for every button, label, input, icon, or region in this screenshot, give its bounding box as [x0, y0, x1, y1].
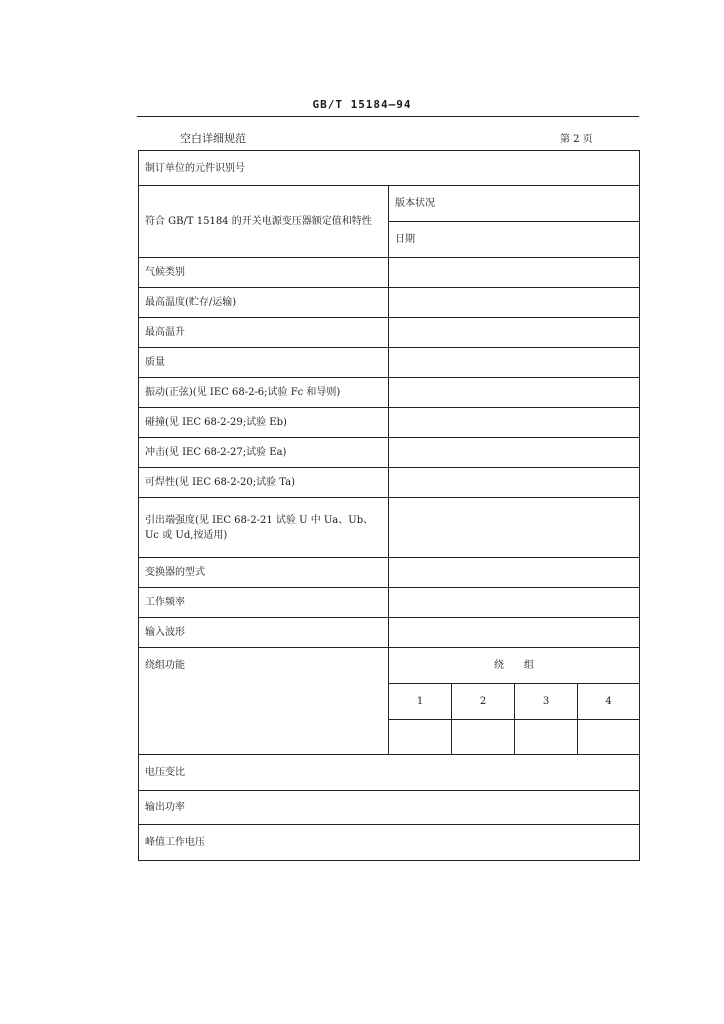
value-cell [389, 408, 640, 438]
table-row [139, 791, 640, 825]
value-cell [389, 498, 640, 558]
table-row [139, 618, 640, 648]
winding-number: 1 [389, 684, 452, 720]
input-waveform-label: 输入波形 [139, 618, 389, 648]
vibration-label: 振动(正弦)(见 IEC 68-2-6;试验 Fc 和导则) [139, 378, 389, 408]
value-cell [389, 318, 640, 348]
table-row [139, 825, 640, 861]
winding-function-label: 绕组功能 [139, 648, 389, 755]
value-cell [389, 378, 640, 408]
table-row [139, 288, 640, 318]
max-temp-rise-label: 最高温升 [139, 318, 389, 348]
table-row [139, 648, 640, 684]
mass-label: 质量 [139, 348, 389, 378]
header-rule [137, 116, 639, 117]
standard-code: GB/T 15184—94 [312, 98, 412, 111]
spec-table [138, 150, 640, 861]
value-cell [389, 438, 640, 468]
table-row [139, 498, 640, 558]
table-row [139, 588, 640, 618]
doc-title: 空白详细规范 [180, 132, 246, 145]
winding-value-cell [389, 720, 452, 755]
max-temperature-label: 最高温度(贮存/运输) [139, 288, 389, 318]
table-row [139, 258, 640, 288]
solderability-label: 可焊性(见 IEC 68-2-20;试验 Ta) [139, 468, 389, 498]
value-cell [389, 558, 640, 588]
table-row [139, 438, 640, 468]
winding-number: 4 [578, 684, 640, 720]
peak-working-voltage-cell: 峰值工作电压 [139, 825, 640, 861]
output-power-cell: 输出功率 [139, 791, 640, 825]
page-number: 第 2 页 [560, 134, 593, 145]
value-cell [389, 468, 640, 498]
bump-label: 碰撞(见 IEC 68-2-29;试验 Eb) [139, 408, 389, 438]
winding-header: 绕 组 [389, 648, 640, 684]
value-cell [389, 258, 640, 288]
table-row [139, 378, 640, 408]
winding-number: 2 [452, 684, 515, 720]
version-status-cell: 版本状况 [389, 186, 640, 222]
table-row [139, 408, 640, 438]
winding-value-cell [578, 720, 640, 755]
date-cell: 日期 [389, 222, 640, 258]
operating-frequency-label: 工作频率 [139, 588, 389, 618]
table-row [139, 348, 640, 378]
converter-type-label: 变换器的型式 [139, 558, 389, 588]
table-row [139, 468, 640, 498]
table-row [139, 151, 640, 186]
climate-category-label: 气候类别 [139, 258, 389, 288]
value-cell [389, 348, 640, 378]
table-row [139, 558, 640, 588]
winding-number: 3 [515, 684, 578, 720]
table-row [139, 318, 640, 348]
terminal-strength-label: 引出端强度(见 IEC 68-2-21 试验 U 中 Ua、Ub、Uc 或 Ud,按适用) [139, 498, 389, 558]
element-id-cell: 制订单位的元件识别号 [139, 151, 640, 186]
shock-label: 冲击(见 IEC 68-2-27;试验 Ea) [139, 438, 389, 468]
winding-value-cell [452, 720, 515, 755]
table-row [139, 755, 640, 791]
table-row [139, 186, 640, 222]
value-cell [389, 288, 640, 318]
value-cell [389, 588, 640, 618]
value-cell [389, 618, 640, 648]
ratings-label-cell: 符合 GB/T 15184 的开关电源变压器额定值和特性 [139, 186, 389, 258]
voltage-ratio-cell: 电压变比 [139, 755, 640, 791]
winding-value-cell [515, 720, 578, 755]
